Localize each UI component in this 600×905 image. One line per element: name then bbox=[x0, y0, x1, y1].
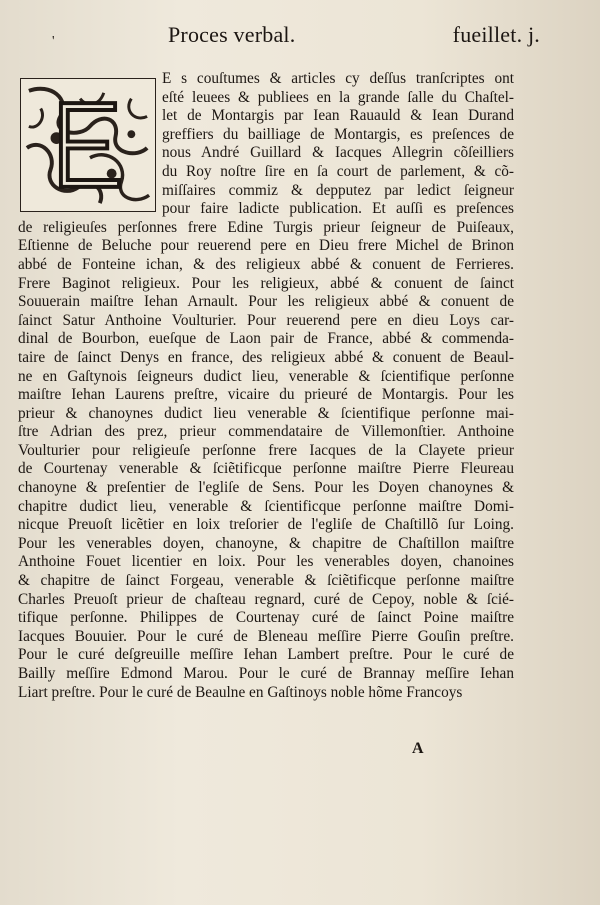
text-line: greffiers du bailliage de Montargis, es preſences de bbox=[162, 125, 514, 143]
text-line: let de Montargis par Iean Rauauld & Iean Durand bbox=[162, 107, 514, 125]
text-line: du Roy noſtre ſire en ſa court de parlement, & cõ- bbox=[162, 162, 514, 180]
header-title: Proces verbal. bbox=[168, 22, 296, 47]
text-line: E s couſtumes & articles cy deſſus tranſcriptes ont bbox=[162, 70, 514, 87]
folio-number: fueillet. j. bbox=[452, 22, 540, 47]
text-line: Bailly meſſire Edmond Marou. Pour le curé de Brannay meſſire Iehan bbox=[18, 665, 514, 682]
text-line: Eſtienne de Beluche pour reuerend pere en Dieu frere Michel de Brinon bbox=[18, 237, 514, 255]
text-line: pour faire ladicte publication. Et auſſi es preſences bbox=[162, 200, 514, 218]
text-line: nous André Guillard & Iacques Allegrin cõſeilliers bbox=[162, 144, 514, 162]
text-line: eſté leuees & publiees en la grande ſalle du Chaſtel- bbox=[162, 88, 514, 106]
text-line: Anthoine Fouet licentier en loix. Pour les venerables doyen, chanoines bbox=[18, 553, 514, 571]
text-line: Liart preſtre. Pour le curé de Beaulne en Gaſtinoys noble hõme Francoys bbox=[18, 683, 463, 701]
text-line: chanoyne & preſentier de l'egliſe de Sens. Pour les Doyen chanoynes & bbox=[18, 479, 514, 497]
catchword: A bbox=[412, 740, 424, 757]
text-line: dinal de Bourbon, eueſque de Laon pair de France, abbé & commenda- bbox=[18, 330, 514, 348]
text-line: chapitre dudict lieu, venerable & ſcientificque perſonne maiſtre Domi- bbox=[18, 497, 514, 515]
text-line: ne en Gaſtynois ſeigneurs dudict lieu, venerable & ſcientifique perſonne bbox=[18, 367, 514, 385]
text-line: Pour les venerables doyen, chanoyne, & chapitre de Chaſtillon maiſtre bbox=[18, 534, 514, 552]
text-line: ſtre Adrian des prez, prieur commendataire de Villemonſtier. Anthoine bbox=[18, 423, 514, 441]
text-line: Frere Baginot religieux. Pour les religieux, abbé & conuent de ſainct bbox=[18, 274, 514, 292]
text-line: Pour le curé deſgreuille meſſire Iehan Lambert preſtre. Pour le curé de bbox=[18, 646, 514, 664]
text-line: abbé de Fonteine ichan, & des religieux abbé & conuent de Ferrieres. bbox=[18, 255, 514, 273]
text-line: prieur & chanoynes dudict lieu venerable & ſcientifique perſonne mai- bbox=[18, 404, 514, 422]
text-line: ſainct Satur Anthoine Voulturier. Pour reuerend pere en dieu Loys car- bbox=[18, 311, 514, 329]
running-header bbox=[168, 22, 540, 48]
text-line: maiſtre Iehan Laurens preſtre, vicaire du prieuré de Montargis. Pour les bbox=[18, 386, 514, 404]
text-line: Souuerain maiſtre Iehan Arnault. Pour les religieux abbé & conuent de bbox=[18, 293, 514, 311]
text-line: de religieuſes perſonnes frere Edine Turgis prieur ſeigneur de Puiſeaux, bbox=[18, 218, 514, 236]
text-line: taire de ſainct Denys en france, des religieux abbé & conuent de Beaul- bbox=[18, 348, 514, 366]
proces-verbal-text bbox=[18, 70, 514, 702]
text-line: Charles Preuoſt prieur de chaſteau regnard, curé de Cepoy, noble & ſcié- bbox=[18, 590, 514, 608]
text-line: nicque Preuoſt licẽtier en loix treſorier de l'egliſe de Chaſtillõ ſur Loing. bbox=[18, 516, 514, 534]
top-mark: ' bbox=[52, 34, 55, 49]
text-line: Voulturier pour religieuſe perſonne frere Iacques de la Clayete prieur bbox=[18, 441, 514, 459]
text-line: tifique perſonne. Philippes de Courtenay curé de ſainct Poine maiſtre bbox=[18, 609, 514, 627]
text-line: & chapitre de ſainct Forgeau, venerable & ſciẽtificque perſonne maiſtre bbox=[18, 572, 514, 590]
text-line: de Courtenay venerable & ſciẽtificque perſonne maiſtre Pierre Fleureau bbox=[18, 460, 514, 478]
text-line: miſſaires commiz & depputez par ledict ſeigneur bbox=[162, 181, 514, 199]
text-line: Iacques Bouuier. Pour le curé de Bleneau meſſire Pierre Gouſin preſtre. bbox=[18, 627, 514, 645]
